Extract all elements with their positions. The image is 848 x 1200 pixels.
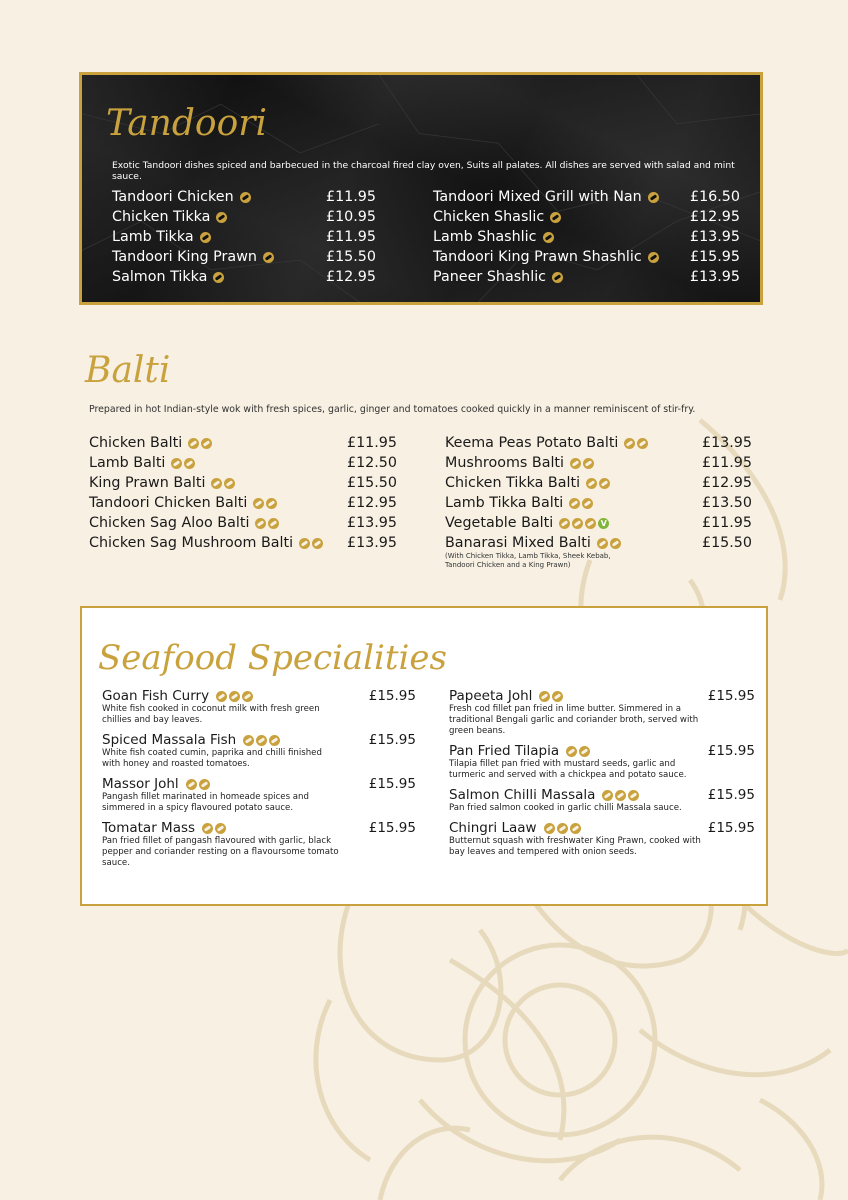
menu-item <box>445 533 752 553</box>
dish-price: £15.95 <box>707 743 755 759</box>
dish-price: £12.50 <box>346 455 397 471</box>
dish-name: Paneer Shashlic <box>433 269 547 285</box>
chilli-icon <box>569 498 580 509</box>
dish-price: £15.95 <box>689 249 740 265</box>
chilli-icon <box>543 232 554 243</box>
dish-description: Pan fried fillet of pangash flavoured with garlic, black pepper and coriander resting on a flavoursome tomato sauce. <box>102 836 339 868</box>
dish-name: King Prawn Balti <box>89 475 206 491</box>
chilli-icon <box>268 518 279 529</box>
menu-item <box>89 433 397 453</box>
dish-price: £13.95 <box>346 515 397 531</box>
chilli-icon <box>200 232 211 243</box>
dish-price: £15.95 <box>707 787 755 803</box>
chilli-icon <box>599 478 610 489</box>
seafood-left-column <box>102 688 416 875</box>
tandoori-right-column <box>433 187 740 287</box>
dish-price: £16.50 <box>689 189 740 205</box>
chilli-icon <box>224 478 235 489</box>
dish-description: Butternut squash with freshwater King Prawn, cooked with bay leaves and tempered with onion seeds. <box>449 836 701 857</box>
menu-item <box>433 247 740 267</box>
chilli-icon <box>602 790 613 801</box>
dish-price: £10.95 <box>325 209 376 225</box>
section-title: Seafood Specialities <box>98 638 447 678</box>
section-title: Tandoori <box>106 103 267 144</box>
chilli-icon <box>216 212 227 223</box>
menu-item <box>102 688 416 726</box>
chilli-icon <box>628 790 639 801</box>
chilli-icon <box>637 438 648 449</box>
menu-item <box>102 820 416 869</box>
chilli-icon <box>213 272 224 283</box>
menu-item <box>89 453 397 473</box>
dish-price: £15.50 <box>325 249 376 265</box>
dish-name: Massor Johl <box>102 776 179 792</box>
dish-price: £15.95 <box>368 820 416 836</box>
menu-item <box>89 493 397 513</box>
dish-name: Chicken Sag Aloo Balti <box>89 515 250 531</box>
chilli-icon <box>263 252 274 263</box>
chilli-icon <box>312 538 323 549</box>
dish-description: White fish cooked in coconut milk with fresh green chillies and bay leaves. <box>102 704 320 725</box>
dish-name: Lamb Balti <box>89 455 166 471</box>
chilli-icon <box>256 735 267 746</box>
menu-item <box>445 473 752 493</box>
chilli-icon <box>557 823 568 834</box>
chilli-icon <box>570 458 581 469</box>
chilli-icon <box>255 518 266 529</box>
chilli-icon <box>186 779 197 790</box>
menu-item <box>89 513 397 533</box>
chilli-icon <box>242 691 253 702</box>
dish-price: £12.95 <box>346 495 397 511</box>
dish-price: £12.95 <box>701 475 752 491</box>
dish-price: £15.95 <box>707 688 755 704</box>
dish-name: Lamb Tikka Balti <box>445 495 564 511</box>
dish-name: Spiced Massala Fish <box>102 732 237 748</box>
chilli-icon <box>201 438 212 449</box>
dish-price: £11.95 <box>325 189 376 205</box>
dish-name: Goan Fish Curry <box>102 688 210 704</box>
chilli-icon <box>583 458 594 469</box>
chilli-icon <box>582 498 593 509</box>
chilli-icon <box>266 498 277 509</box>
dish-price: £13.95 <box>701 435 752 451</box>
dish-price: £15.50 <box>346 475 397 491</box>
dish-name: Tandoori Chicken <box>112 189 234 205</box>
dish-name: Banarasi Mixed Balti <box>445 535 591 551</box>
dish-price: £15.95 <box>368 688 416 704</box>
chilli-icon <box>253 498 264 509</box>
dish-price: £13.95 <box>346 535 397 551</box>
vegetarian-icon: V <box>598 518 609 529</box>
chilli-icon <box>559 518 570 529</box>
chilli-icon <box>269 735 280 746</box>
chilli-icon <box>544 823 555 834</box>
dish-name: Salmon Chilli Massala <box>449 787 596 803</box>
dish-name: Chingri Laaw <box>449 820 537 836</box>
chilli-icon <box>586 478 597 489</box>
menu-item <box>112 267 376 287</box>
menu-item <box>433 267 740 287</box>
dish-price: £11.95 <box>346 435 397 451</box>
dish-price: £11.95 <box>701 515 752 531</box>
menu-item <box>102 776 416 814</box>
dish-description: Tilapia fillet pan fried with mustard seeds, garlic and turmeric and served with a chickpea and potato sauce. <box>449 759 687 780</box>
dish-name: Tandoori Chicken Balti <box>89 495 248 511</box>
dish-description: White fish coated cumin, paprika and chilli finished with honey and roasted tomatoes. <box>102 748 322 769</box>
dish-description: Pangash fillet marinated in homeade spices and simmered in a spicy flavoured potato sauce. <box>102 792 309 813</box>
menu-item <box>112 247 376 267</box>
dish-name: Mushrooms Balti <box>445 455 565 471</box>
chilli-icon <box>243 735 254 746</box>
dish-price: £13.50 <box>701 495 752 511</box>
chilli-icon <box>610 538 621 549</box>
tandoori-left-column <box>112 187 376 287</box>
dish-name: Chicken Tikka <box>112 209 211 225</box>
dish-name: Lamb Tikka <box>112 229 194 245</box>
menu-item <box>445 513 752 533</box>
chilli-icon <box>648 192 659 203</box>
chilli-icon <box>539 691 550 702</box>
dish-price: £13.95 <box>689 229 740 245</box>
dish-name: Chicken Balti <box>89 435 183 451</box>
dish-note: (With Chicken Tikka, Lamb Tikka, Sheek Kebab, Tandoori Chicken and a King Prawn) <box>445 552 611 569</box>
chilli-icon <box>552 272 563 283</box>
seafood-section <box>80 606 768 906</box>
dish-name: Vegetable Balti <box>445 515 554 531</box>
dish-name: Tomatar Mass <box>102 820 196 836</box>
chilli-icon <box>579 746 590 757</box>
dish-price: £11.95 <box>701 455 752 471</box>
chilli-icon <box>550 212 561 223</box>
chilli-icon <box>199 779 210 790</box>
menu-item <box>445 453 752 473</box>
seafood-right-column <box>449 688 755 864</box>
balti-left-column <box>89 433 397 553</box>
dish-name: Chicken Sag Mushroom Balti <box>89 535 294 551</box>
dish-price: £15.95 <box>707 820 755 836</box>
chilli-icon <box>566 746 577 757</box>
dish-description: Fresh cod fillet pan fried in lime butter. Simmered in a traditional Bengali garlic and coriander broth, served with green beans. <box>449 704 699 736</box>
menu-item <box>89 533 397 553</box>
section-description: Prepared in hot Indian-style wok with fresh spices, garlic, ginger and tomatoes cooked quickly in a manner reminiscent of stir-fry. <box>89 404 696 415</box>
section-description: Exotic Tandoori dishes spiced and barbecued in the charcoal fired clay oven, Suits all palates. All dishes are served with salad and mint sauce. <box>112 160 735 183</box>
chilli-icon <box>171 458 182 469</box>
menu-item <box>449 787 755 814</box>
chilli-icon <box>202 823 213 834</box>
chilli-icon <box>570 823 581 834</box>
menu-item <box>445 433 752 453</box>
menu-item <box>449 743 755 781</box>
menu-item <box>89 473 397 493</box>
menu-item <box>112 227 376 247</box>
menu-item <box>449 820 755 858</box>
menu-item <box>102 732 416 770</box>
chilli-icon <box>572 518 583 529</box>
section-title: Balti <box>85 350 171 391</box>
dish-price: £15.95 <box>368 732 416 748</box>
balti-right-column <box>445 433 752 569</box>
chilli-icon <box>184 458 195 469</box>
dish-price: £13.95 <box>689 269 740 285</box>
dish-price: £12.95 <box>689 209 740 225</box>
dish-name: Papeeta Johl <box>449 688 533 704</box>
dish-name: Salmon Tikka <box>112 269 208 285</box>
dish-price: £12.95 <box>325 269 376 285</box>
dish-name: Chicken Shaslic <box>433 209 545 225</box>
dish-price: £15.95 <box>368 776 416 792</box>
chilli-icon <box>597 538 608 549</box>
dish-price: £11.95 <box>325 229 376 245</box>
dish-name: Tandoori King Prawn Shashlic <box>433 249 642 265</box>
dish-name: Pan Fried Tilapia <box>449 743 560 759</box>
chilli-icon <box>648 252 659 263</box>
chilli-icon <box>216 691 227 702</box>
chilli-icon <box>615 790 626 801</box>
dish-description: Pan fried salmon cooked in garlic chilli Massala sauce. <box>449 803 682 813</box>
chilli-icon <box>215 823 226 834</box>
menu-item <box>112 187 376 207</box>
menu-item <box>433 207 740 227</box>
menu-item <box>449 688 755 737</box>
menu-item <box>112 207 376 227</box>
menu-item <box>445 493 752 513</box>
tandoori-section <box>79 72 763 305</box>
chilli-icon <box>240 192 251 203</box>
dish-name: Tandoori King Prawn <box>112 249 257 265</box>
menu-item <box>433 227 740 247</box>
dish-price: £15.50 <box>701 535 752 551</box>
dish-name: Lamb Shashlic <box>433 229 537 245</box>
chilli-icon <box>552 691 563 702</box>
chilli-icon <box>624 438 635 449</box>
menu-item <box>433 187 740 207</box>
dish-name: Chicken Tikka Balti <box>445 475 581 491</box>
dish-name: Keema Peas Potato Balti <box>445 435 619 451</box>
chilli-icon <box>229 691 240 702</box>
chilli-icon <box>211 478 222 489</box>
chilli-icon <box>299 538 310 549</box>
dish-name: Tandoori Mixed Grill with Nan <box>433 189 642 205</box>
chilli-icon <box>188 438 199 449</box>
chilli-icon <box>585 518 596 529</box>
